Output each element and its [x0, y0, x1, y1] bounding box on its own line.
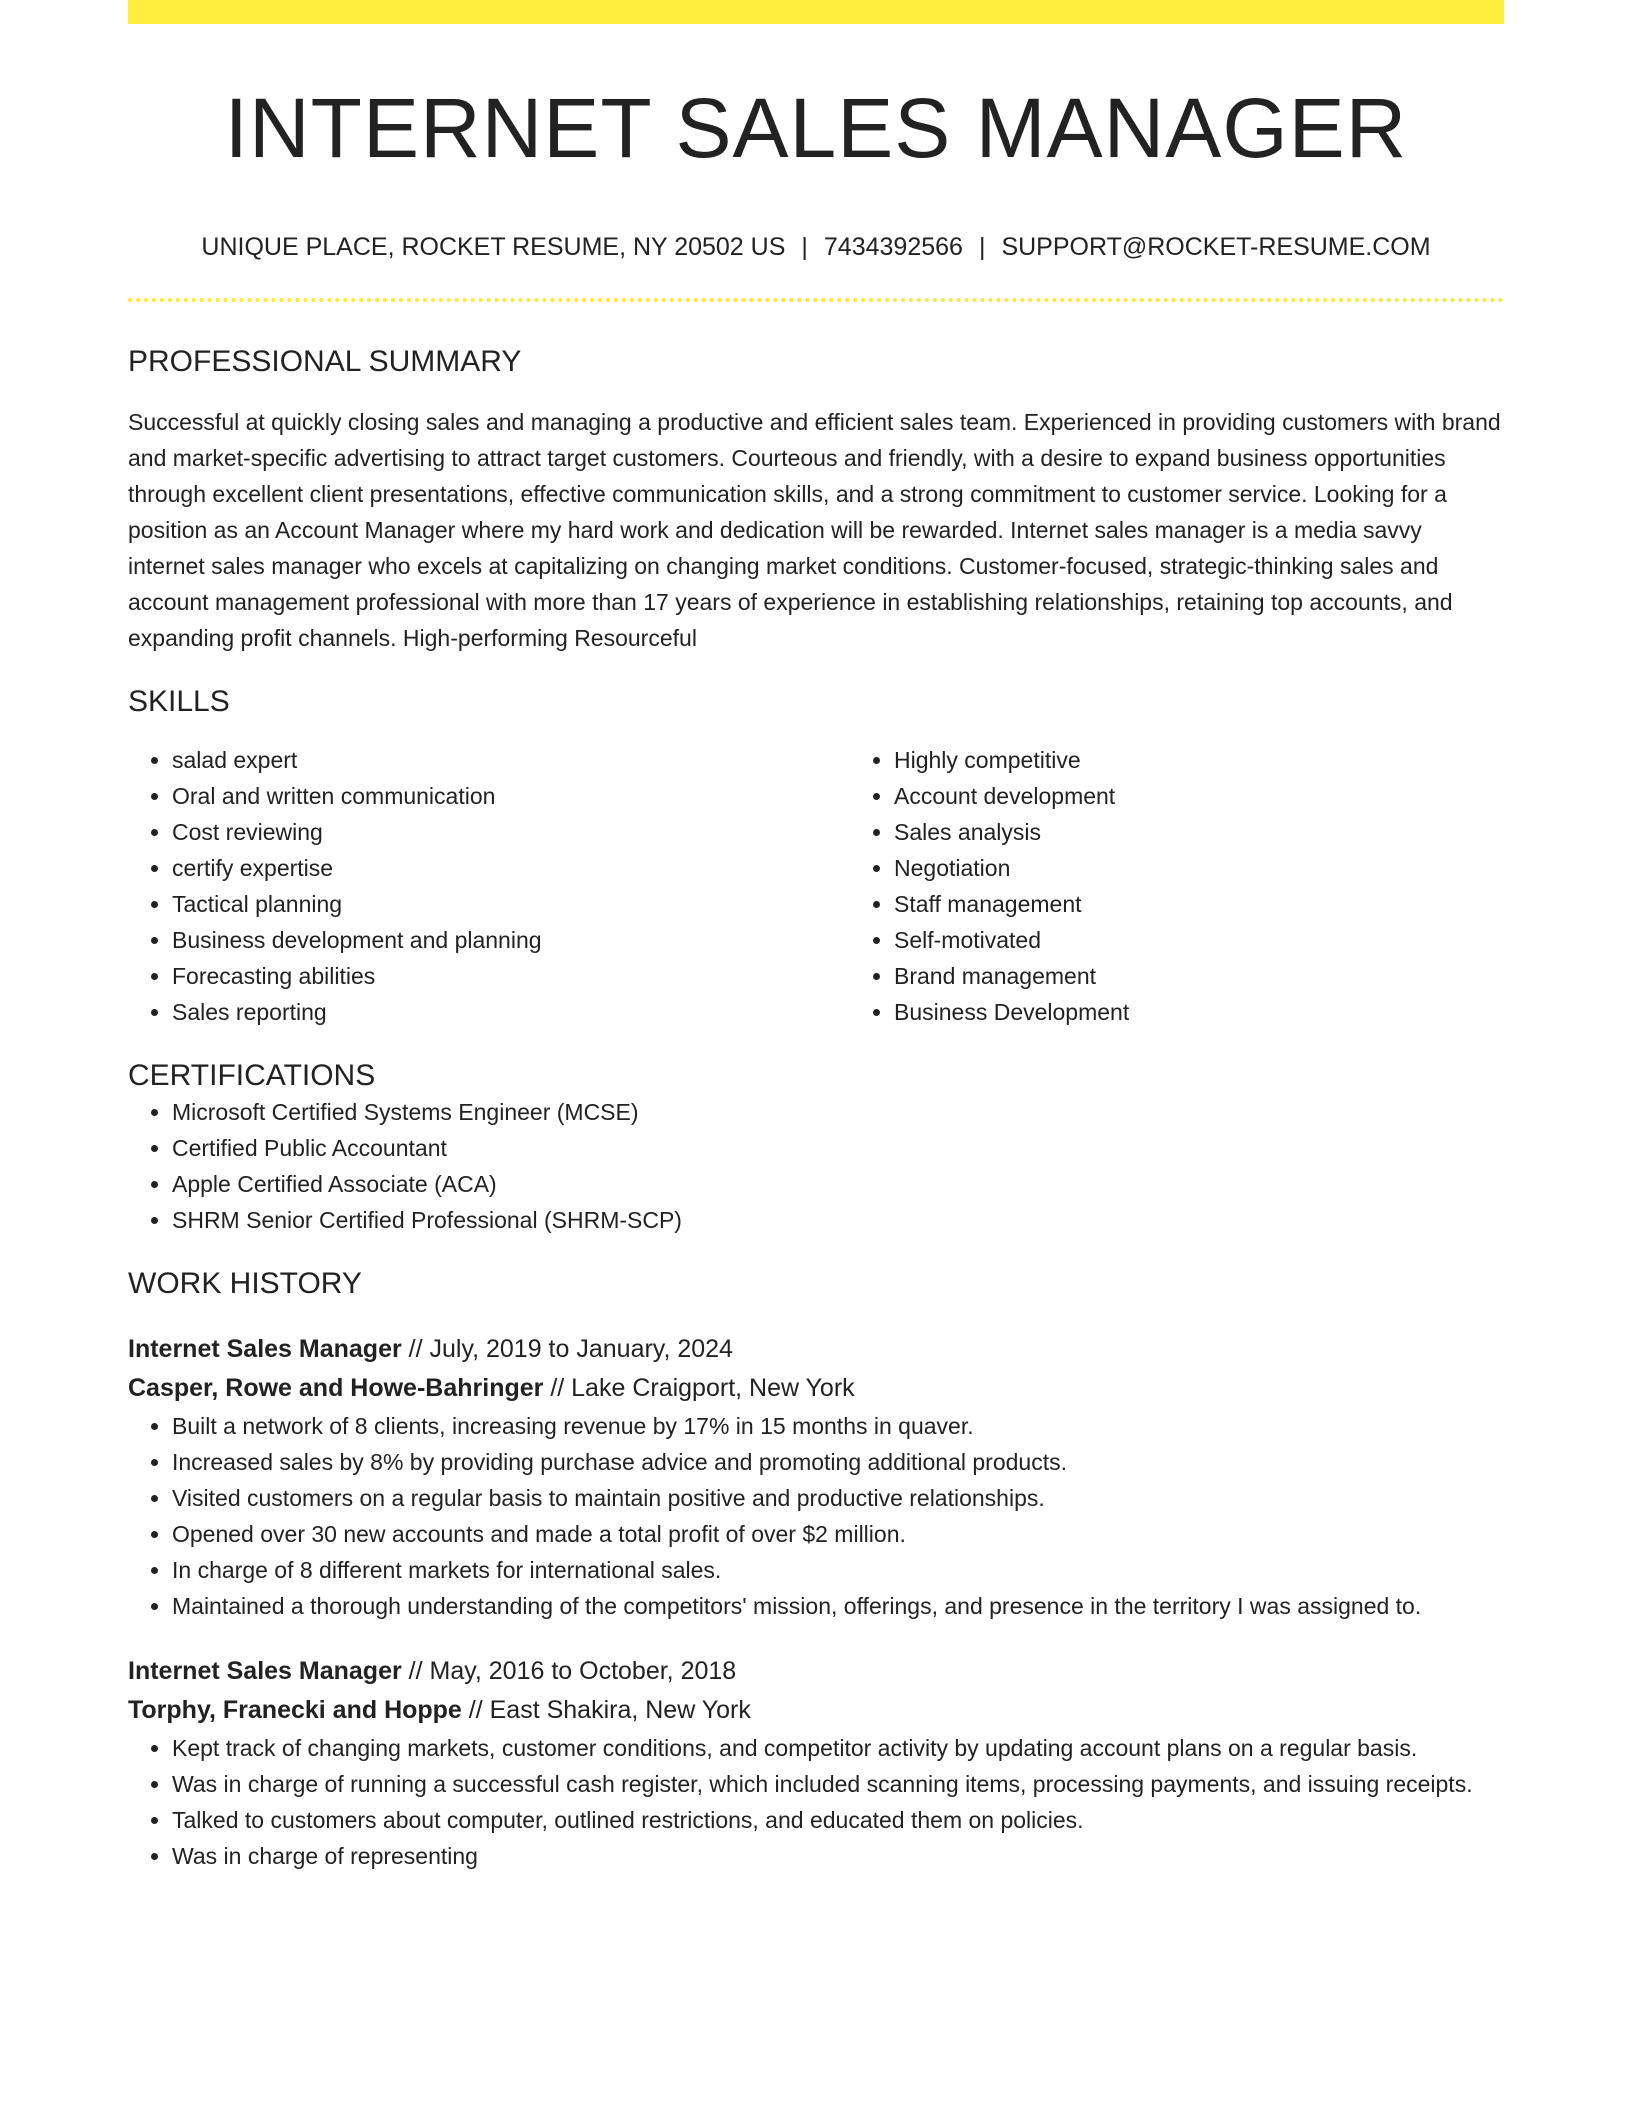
dotted-divider [128, 298, 1504, 302]
skill-item: • Forecasting abilities [172, 958, 850, 994]
skills-list-right [850, 742, 1572, 1030]
certifications-list [128, 1094, 1504, 1238]
job-title-line [128, 1330, 1504, 1368]
contact-address: UNIQUE PLACE, ROCKET RESUME, NY 20502 US [201, 233, 786, 262]
contact-email: SUPPORT@ROCKET-RESUME.COM [1001, 233, 1431, 262]
contact-separator: | [978, 233, 986, 262]
job-bullet: • Maintained a thorough understanding of the competitors' mission, offerings, and presence in the territory I was assigned to. [172, 1588, 1504, 1624]
skill-item: • Staff management [894, 886, 1572, 922]
contact-line [128, 232, 1504, 262]
certifications-heading: CERTIFICATIONS [128, 1059, 376, 1093]
job-company-line [128, 1690, 1504, 1730]
job-bullet-list [128, 1408, 1504, 1624]
work-history-heading: WORK HISTORY [128, 1267, 362, 1301]
skills-list-left [128, 742, 850, 1030]
skill-item: • Tactical planning [172, 886, 850, 922]
summary-text: Successful at quickly closing sales and managing a productive and efficient sales team. Experienced in providing customers with brand and market-specific advertising to attract target customers. Courteous and friendly, with a desire to expand business opportunities through excellent client presentations, effective communication skills, and a strong commitment to customer service. Looking for a position as an Account Manager where my hard work and dedication will be rewarded. Internet sales manager is a media savvy internet sales manager who excels at capitalizing on changing market conditions. Customer-focused, strategic-thinking sales and account management professional with more than 17 years of experience in establishing relationships, retaining top accounts, and expanding profit channels. High-performing Resourceful [128, 409, 1501, 652]
job-bullet: • Kept track of changing markets, customer conditions, and competitor activity by updating account plans on a regular basis. [172, 1730, 1504, 1766]
resume-page [128, 0, 1504, 1874]
skill-item: • Account development [894, 778, 1572, 814]
job-title-line [128, 1652, 1504, 1690]
job-bullet: • Opened over 30 new accounts and made a total profit of over $2 million. [172, 1516, 1504, 1552]
job-role: Internet Sales Manager [128, 1335, 402, 1364]
skill-item: • Highly competitive [894, 742, 1572, 778]
job-bullet: • In charge of 8 different markets for international sales. [172, 1552, 1504, 1588]
skill-item: • Self-motivated [894, 922, 1572, 958]
skill-item: • Cost reviewing [172, 814, 850, 850]
skill-item: • Brand management [894, 958, 1572, 994]
skill-item: • Oral and written communication [172, 778, 850, 814]
skills-columns [128, 742, 1504, 1030]
contact-separator: | [801, 233, 808, 262]
job-company: Torphy, Franecki and Hoppe [128, 1696, 462, 1725]
job-location: // Lake Craigport, New York [543, 1374, 855, 1403]
job-dates: // May, 2016 to October, 2018 [401, 1657, 737, 1686]
job-entry [128, 1652, 1504, 1874]
skill-item: • certify expertise [172, 850, 850, 886]
summary-heading: PROFESSIONAL SUMMARY [128, 345, 522, 379]
job-bullet: • Talked to customers about computer, outlined restrictions, and educated them on policies. [172, 1802, 1504, 1838]
job-bullet: • Increased sales by 8% by providing purchase advice and promoting additional products. [172, 1444, 1504, 1480]
job-bullet: • Was in charge of running a successful cash register, which included scanning items, processing payments, and issuing receipts. [172, 1766, 1504, 1802]
certification-item: • Microsoft Certified Systems Engineer (MCSE) [172, 1094, 1504, 1130]
job-location: // East Shakira, New York [461, 1696, 751, 1725]
job-bullet-list [128, 1730, 1504, 1874]
skill-item: • Sales analysis [894, 814, 1572, 850]
job-bullet: • Was in charge of representing [172, 1838, 1504, 1874]
skill-item: • Business Development [894, 994, 1572, 1030]
job-role: Internet Sales Manager [128, 1657, 402, 1686]
job-dates: // July, 2019 to January, 2024 [401, 1335, 733, 1364]
certification-item: • SHRM Senior Certified Professional (SHRM-SCP) [172, 1202, 1504, 1238]
contact-phone: 7434392566 [823, 233, 963, 262]
top-accent-bar [128, 0, 1504, 24]
skills-heading: SKILLS [128, 685, 230, 719]
skill-item: • salad expert [172, 742, 850, 778]
certification-item: • Apple Certified Associate (ACA) [172, 1166, 1504, 1202]
job-entry [128, 1330, 1504, 1624]
skill-item: • Business development and planning [172, 922, 850, 958]
job-company-line [128, 1368, 1504, 1408]
skill-item: • Sales reporting [172, 994, 850, 1030]
certification-item: • Certified Public Accountant [172, 1130, 1504, 1166]
resume-title: INTERNET SALES MANAGER [224, 81, 1408, 175]
job-company: Casper, Rowe and Howe-Bahringer [128, 1374, 544, 1403]
skill-item: • Negotiation [894, 850, 1572, 886]
job-bullet: • Built a network of 8 clients, increasing revenue by 17% in 15 months in quaver. [172, 1408, 1504, 1444]
job-bullet: • Visited customers on a regular basis to maintain positive and productive relationships. [172, 1480, 1504, 1516]
